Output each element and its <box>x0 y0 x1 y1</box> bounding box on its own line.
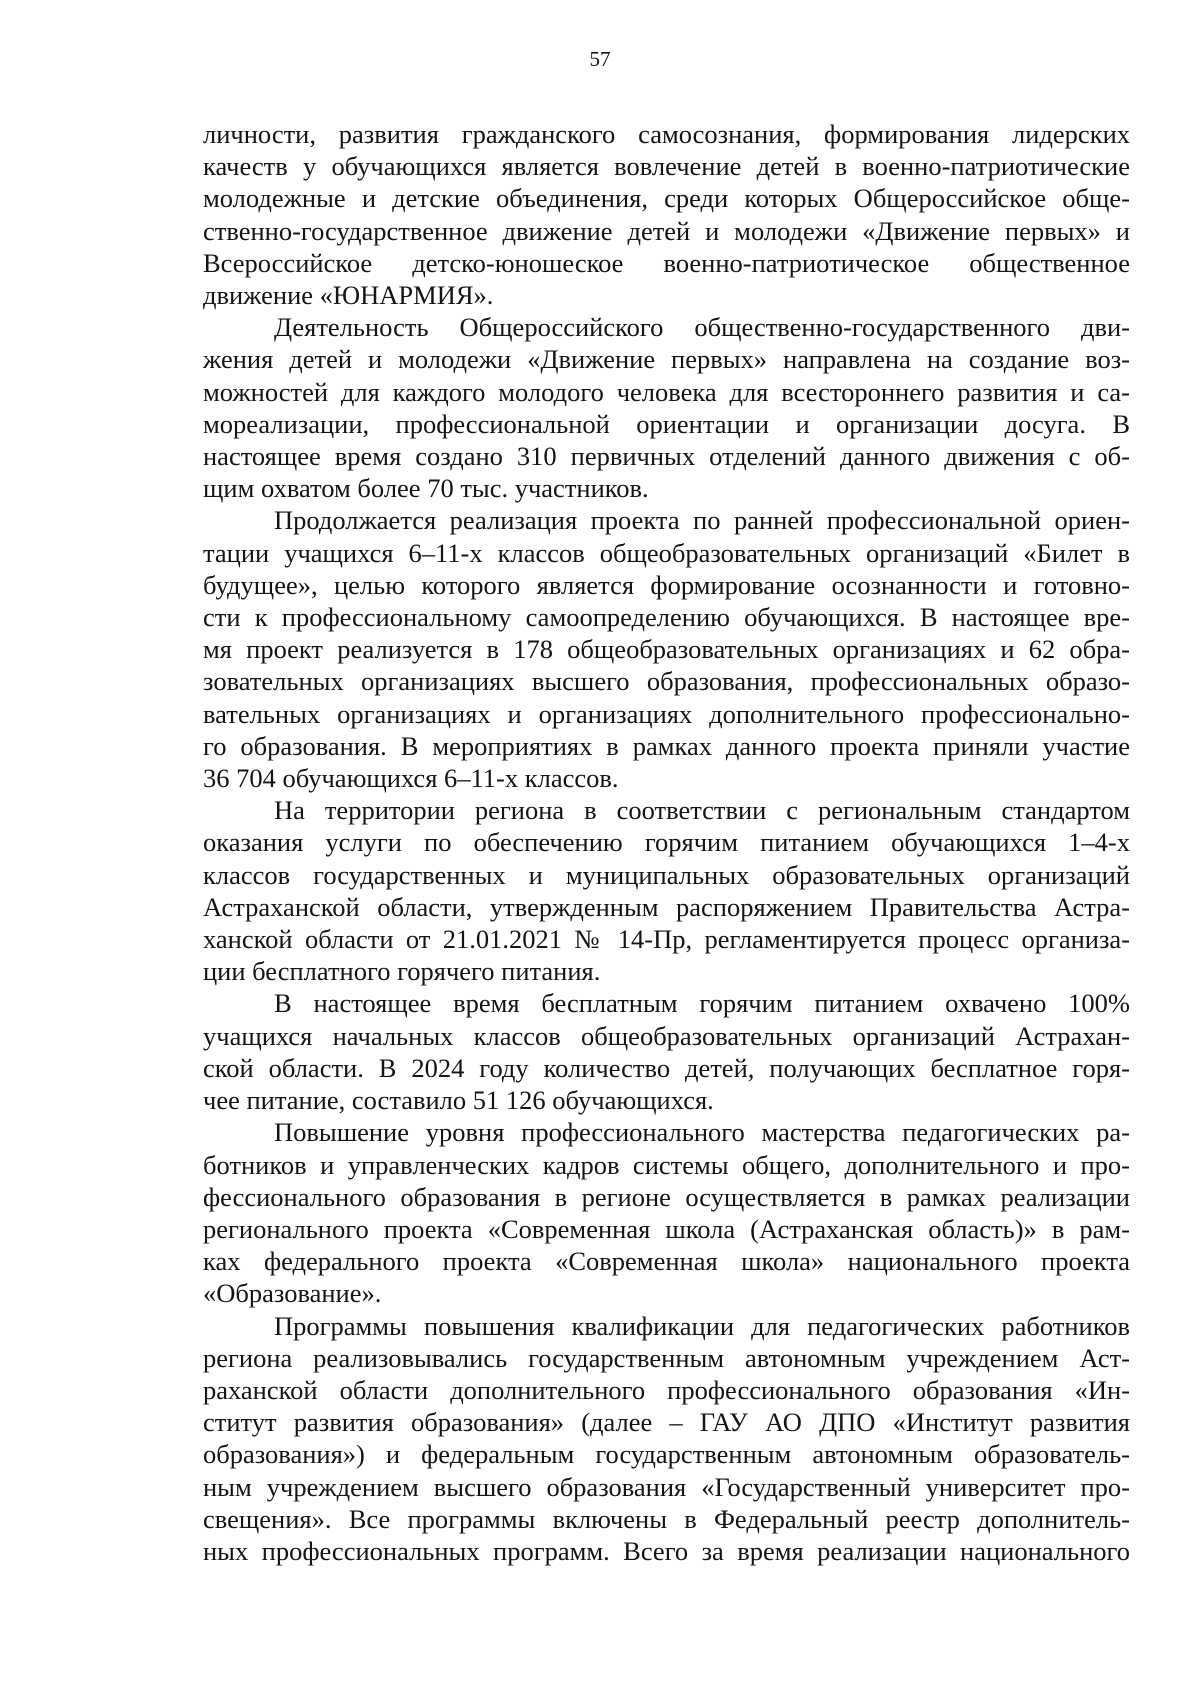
text-line: мя проект реализуется в 178 общеобразовательных организациях и 62 обра- <box>203 634 1130 665</box>
text-line: щим охватом более 70 тыс. участников. <box>203 473 649 504</box>
text-line: Программы повышения квалификации для педагогических работников <box>274 1310 1130 1341</box>
text-line: регионального проекта «Современная школа (Астраханская область)» в рам- <box>203 1213 1130 1244</box>
text-line: На территории региона в соответствии с региональным стандартом <box>274 795 1130 826</box>
paragraph <box>203 1116 1130 1309</box>
text-line: движение «ЮНАРМИЯ». <box>203 280 494 311</box>
text-line: 36 704 обучающихся 6–11-х классов. <box>203 763 619 794</box>
text-line: чее питание, составило 51 126 обучающихся. <box>203 1085 714 1116</box>
text-line: свещения». Все программы включены в Федеральный реестр дополнитель- <box>203 1503 1130 1534</box>
text-line: молодежные и детские объединения, среди которых Общероссийское обще- <box>203 183 1130 214</box>
paragraph <box>203 987 1130 1116</box>
text-line: ным учреждением высшего образования «Государственный университет про- <box>203 1471 1130 1502</box>
text-line: жения детей и молодежи «Движение первых» направлена на создание воз- <box>203 344 1130 375</box>
text-line: качеств у обучающихся является вовлечение детей в военно-патриотические <box>203 151 1130 182</box>
text-line: го образования. В мероприятиях в рамках данного проекта приняли участие <box>203 730 1130 761</box>
text-line: оказания услуги по обеспечению горячим питанием обучающихся 1–4-х <box>203 827 1130 858</box>
text-line: зовательных организациях высшего образования, профессиональных образо- <box>203 666 1130 697</box>
text-line: Повышение уровня профессионального мастерства педагогических ра- <box>274 1117 1130 1148</box>
text-line: ботников и управленческих кадров системы общего, дополнительного и про- <box>203 1149 1130 1180</box>
text-line: будущее», целью которого является формирование осознанности и готовно- <box>203 569 1130 600</box>
text-line: фессионального образования в регионе осуществляется в рамках реализации <box>203 1181 1130 1212</box>
paragraph <box>203 311 1130 504</box>
text-line: тации учащихся 6–11-х классов общеобразовательных организаций «Билет в <box>203 537 1130 568</box>
paragraph <box>203 504 1130 794</box>
text-line: Деятельность Общероссийского общественно-государственного дви- <box>274 312 1130 343</box>
text-line: сти к профессиональному самоопределению обучающихся. В настоящее вре- <box>203 602 1130 633</box>
text-line: учащихся начальных классов общеобразовательных организаций Астрахан- <box>203 1020 1130 1051</box>
text-line: личности, развития гражданского самосознания, формирования лидерских <box>203 119 1130 149</box>
text-line: ках федерального проекта «Современная школа» национального проекта <box>203 1246 1130 1277</box>
text-line: ственно-государственное движение детей и молодежи «Движение первых» и <box>203 215 1130 246</box>
text-line: можностей для каждого молодого человека для всестороннего развития и са- <box>203 376 1130 407</box>
page-number: 57 <box>589 47 611 71</box>
text-line: ститут развития образования» (далее – ГАУ АО ДПО «Институт развития <box>203 1407 1130 1438</box>
text-line: ханской области от 21.01.2021 № 14-Пр, регламентируется процесс организа- <box>203 924 1130 955</box>
text-line: ской области. В 2024 году количество детей, получающих бесплатное горя- <box>203 1052 1130 1083</box>
text-line: раханской области дополнительного профессионального образования «Ин- <box>203 1374 1130 1405</box>
text-line: классов государственных и муниципальных образовательных организаций <box>203 859 1130 890</box>
text-line: региона реализовывались государственным автономным учреждением Аст- <box>203 1342 1130 1373</box>
text-line: Астраханской области, утвержденным распоряжением Правительства Астра- <box>203 891 1130 922</box>
text-line: мореализации, профессиональной ориентации и организации досуга. В <box>203 408 1130 439</box>
text-line: настоящее время создано 310 первичных отделений данного движения с об- <box>203 441 1130 472</box>
paragraph <box>203 1310 1130 1568</box>
text-line: ции бесплатного горячего питания. <box>203 956 601 987</box>
text-line: ных профессиональных программ. Всего за время реализации национального <box>203 1535 1130 1566</box>
document-body <box>203 118 1130 1567</box>
paragraph <box>203 118 1130 311</box>
text-line: образования») и федеральным государственным автономным образователь- <box>203 1439 1130 1470</box>
text-line: В настоящее время бесплатным горячим питанием охвачено 100% <box>274 988 1130 1019</box>
text-line: вательных организациях и организациях дополнительного профессионально- <box>203 698 1130 729</box>
text-line: «Образование». <box>203 1278 382 1309</box>
text-line: Всероссийское детско-юношеское военно-патриотическое общественное <box>203 247 1130 278</box>
paragraph <box>203 794 1130 987</box>
text-line: Продолжается реализация проекта по ранней профессиональной ориен- <box>274 505 1130 536</box>
